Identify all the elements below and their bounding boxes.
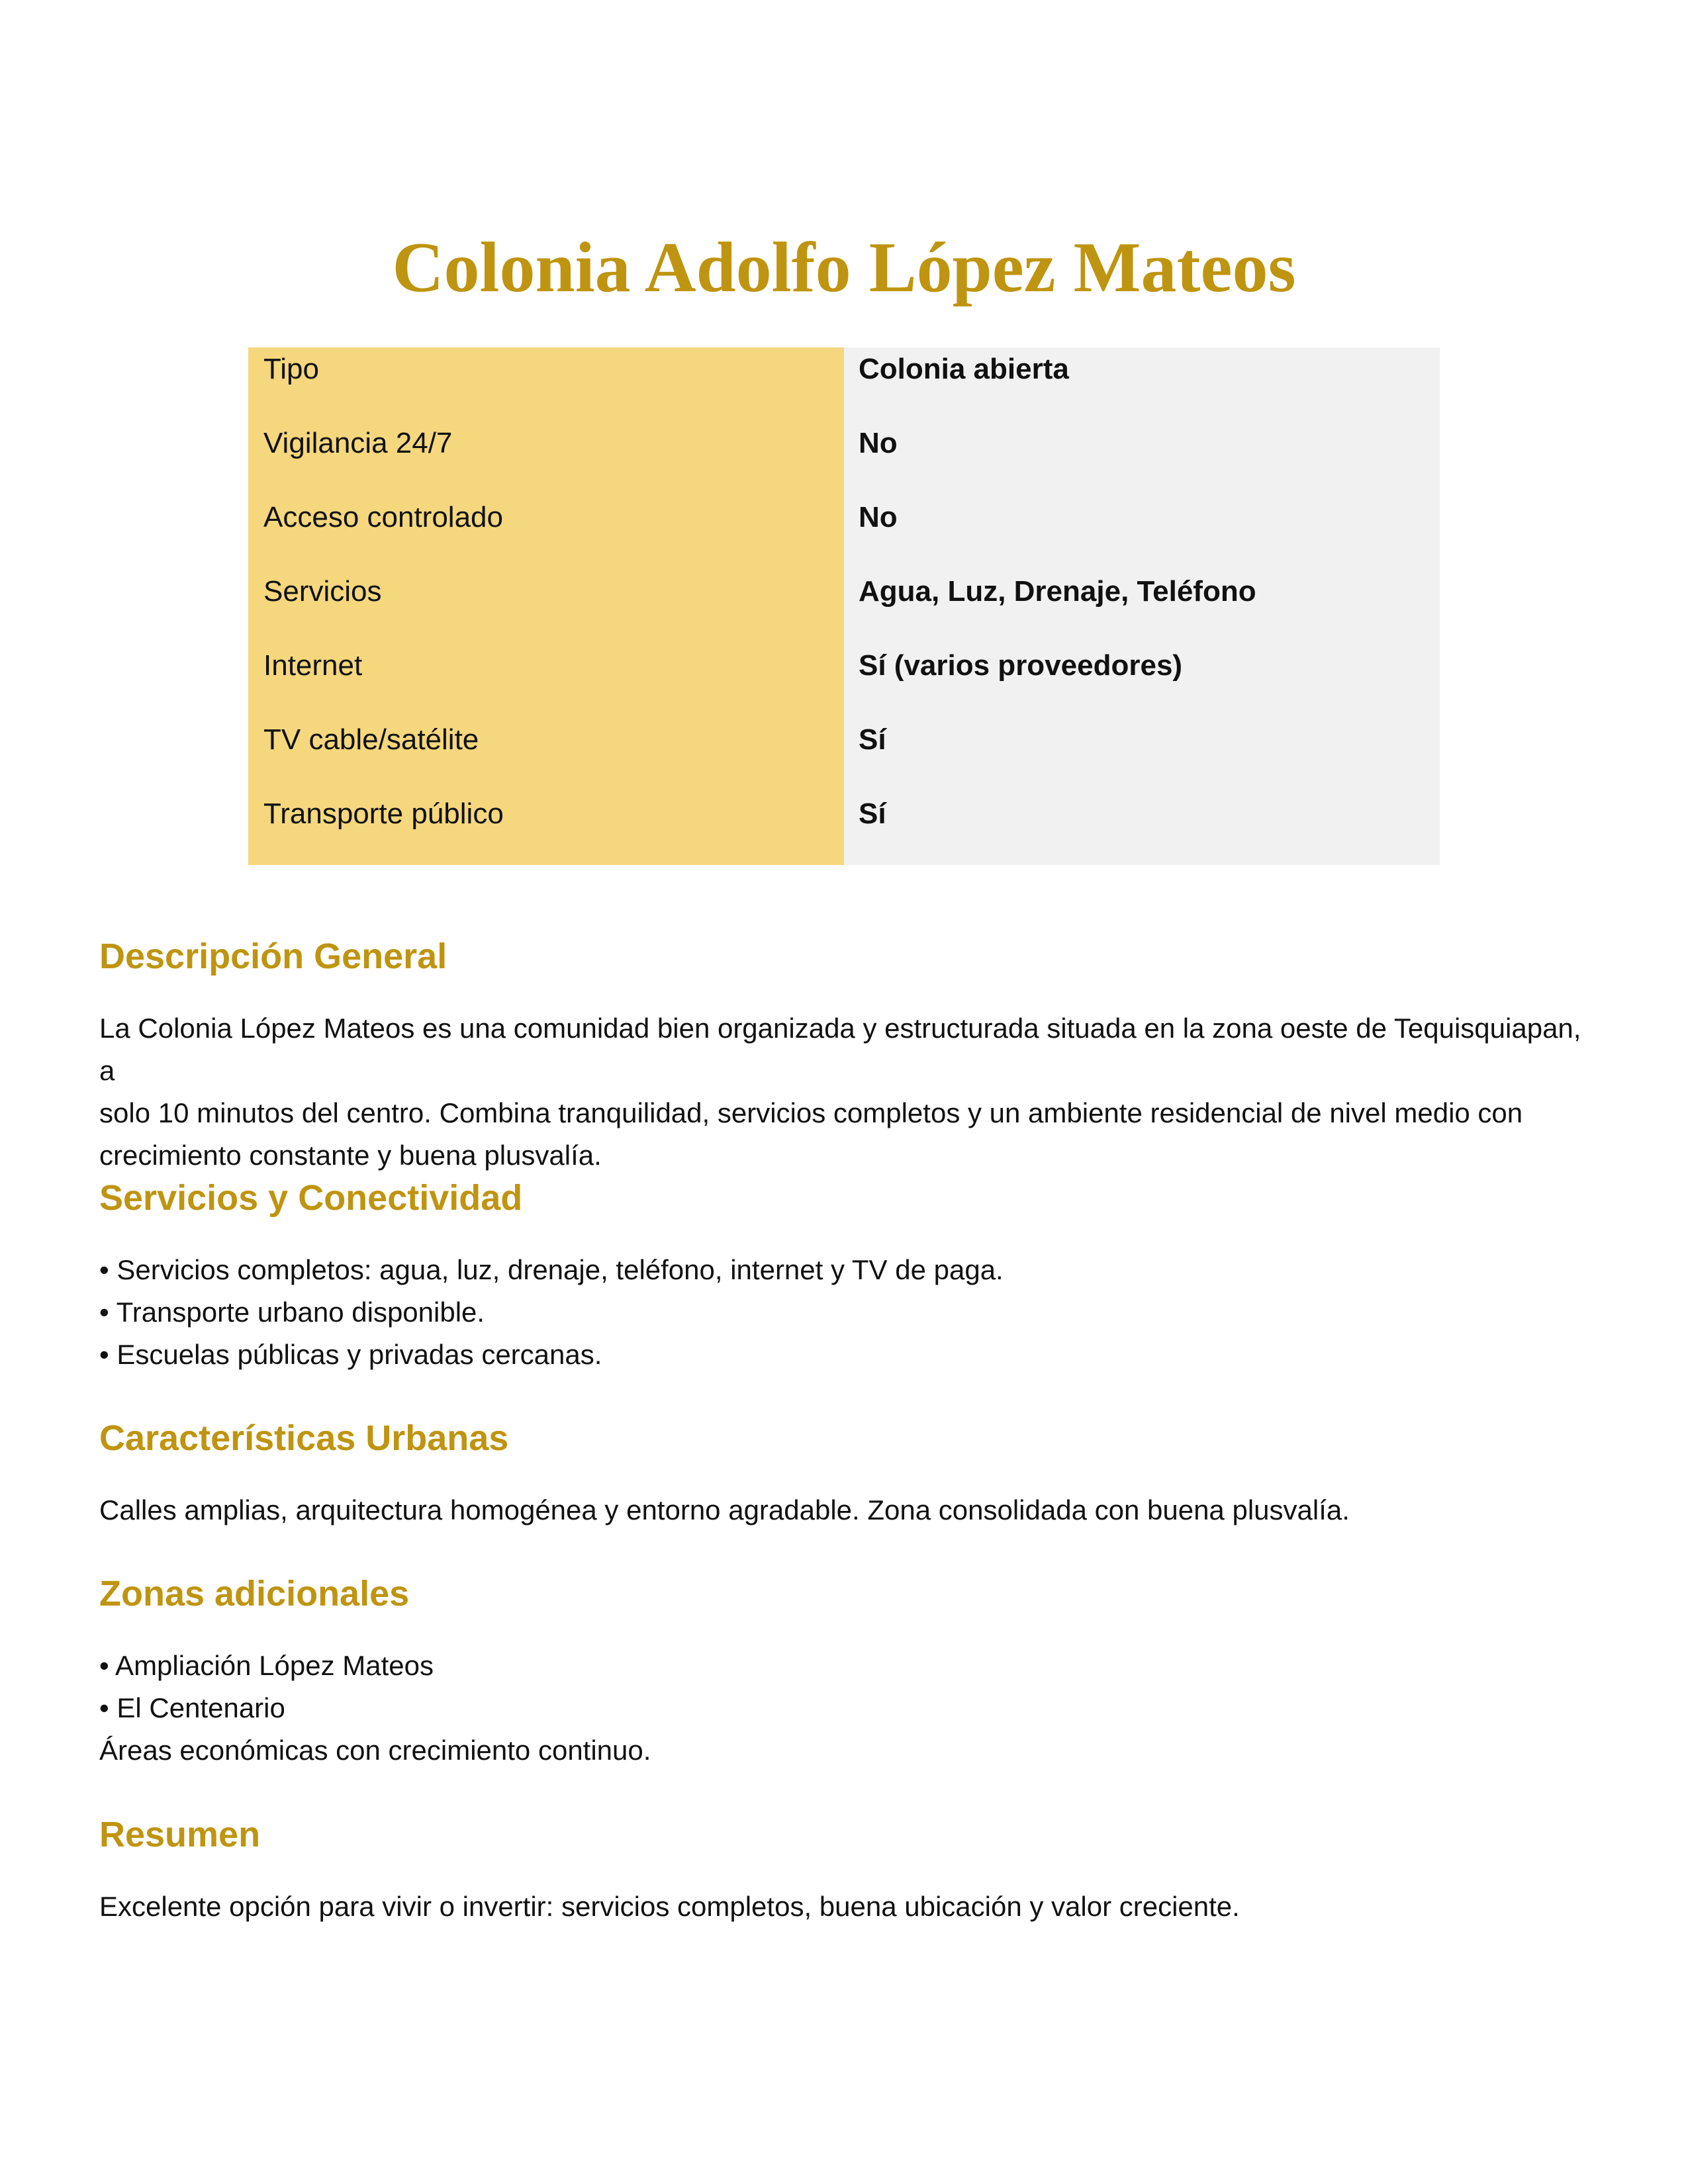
info-value-vigilancia: No (859, 427, 898, 459)
section-caracteristicas-urbanas (99, 1415, 1589, 1531)
section-descripcion-general (99, 933, 1589, 1177)
section-paragraph (99, 1489, 1589, 1531)
info-label-transporte: Transporte público (263, 797, 504, 830)
info-value-tipo: Colonia abierta (859, 353, 1069, 385)
info-label-tipo: Tipo (263, 353, 319, 385)
paragraph-line: La Colonia López Mateos es una comunidad bien organizada y estructurada situada en la zona oeste de Tequisquiapan, a (99, 1013, 1581, 1086)
info-table (248, 347, 1440, 865)
paragraph-line: crecimiento constante y buena plusvalía. (99, 1140, 602, 1171)
info-value-transporte: Sí (859, 797, 886, 830)
section-resumen (99, 1811, 1589, 1928)
bullet-list (99, 1249, 1589, 1376)
info-label-servicios: Servicios (263, 575, 382, 608)
list-item: • Transporte urbano disponible. (99, 1297, 485, 1328)
section-paragraph (99, 1007, 1589, 1177)
list-item: • Escuelas públicas y privadas cercanas. (99, 1339, 602, 1370)
section-heading: Características Urbanas (99, 1418, 509, 1458)
section-paragraph (99, 1886, 1589, 1928)
paragraph-line: Excelente opción para vivir o invertir: servicios completos, buena ubicación y valor creciente. (99, 1891, 1240, 1922)
bullet-list (99, 1645, 1589, 1772)
section-heading: Servicios y Conectividad (99, 1178, 523, 1218)
paragraph-line: solo 10 minutos del centro. Combina tranquilidad, servicios completos y un ambiente residencial de nivel medio con (99, 1097, 1523, 1128)
info-label-vigilancia: Vigilancia 24/7 (263, 427, 453, 459)
info-label-internet: Internet (263, 649, 363, 682)
section-heading: Resumen (99, 1815, 261, 1854)
page-title: Colonia Adolfo López Mateos (392, 228, 1296, 307)
list-item: • Servicios completos: agua, luz, drenaje, teléfono, internet y TV de paga. (99, 1254, 1004, 1285)
info-table-label-column (248, 347, 844, 865)
section-zonas-adicionales (99, 1570, 1589, 1772)
info-label-tv: TV cable/satélite (263, 723, 479, 756)
section-heading: Descripción General (99, 936, 447, 976)
info-value-internet: Sí (varios proveedores) (859, 649, 1183, 682)
info-label-acceso: Acceso controlado (263, 501, 503, 533)
info-table-value-column (844, 347, 1440, 865)
list-item: • El Centenario (99, 1692, 285, 1723)
list-item: • Ampliación López Mateos (99, 1650, 434, 1681)
info-value-acceso: No (859, 501, 898, 533)
info-value-tv: Sí (859, 723, 886, 756)
section-heading: Zonas adicionales (99, 1574, 410, 1614)
section-servicios-conectividad (99, 1175, 1589, 1376)
paragraph-line: Áreas económicas con crecimiento continuo. (99, 1735, 651, 1766)
paragraph-line: Calles amplias, arquitectura homogénea y entorno agradable. Zona consolidada con buena plusvalía. (99, 1494, 1350, 1525)
info-value-servicios: Agua, Luz, Drenaje, Teléfono (859, 575, 1256, 608)
